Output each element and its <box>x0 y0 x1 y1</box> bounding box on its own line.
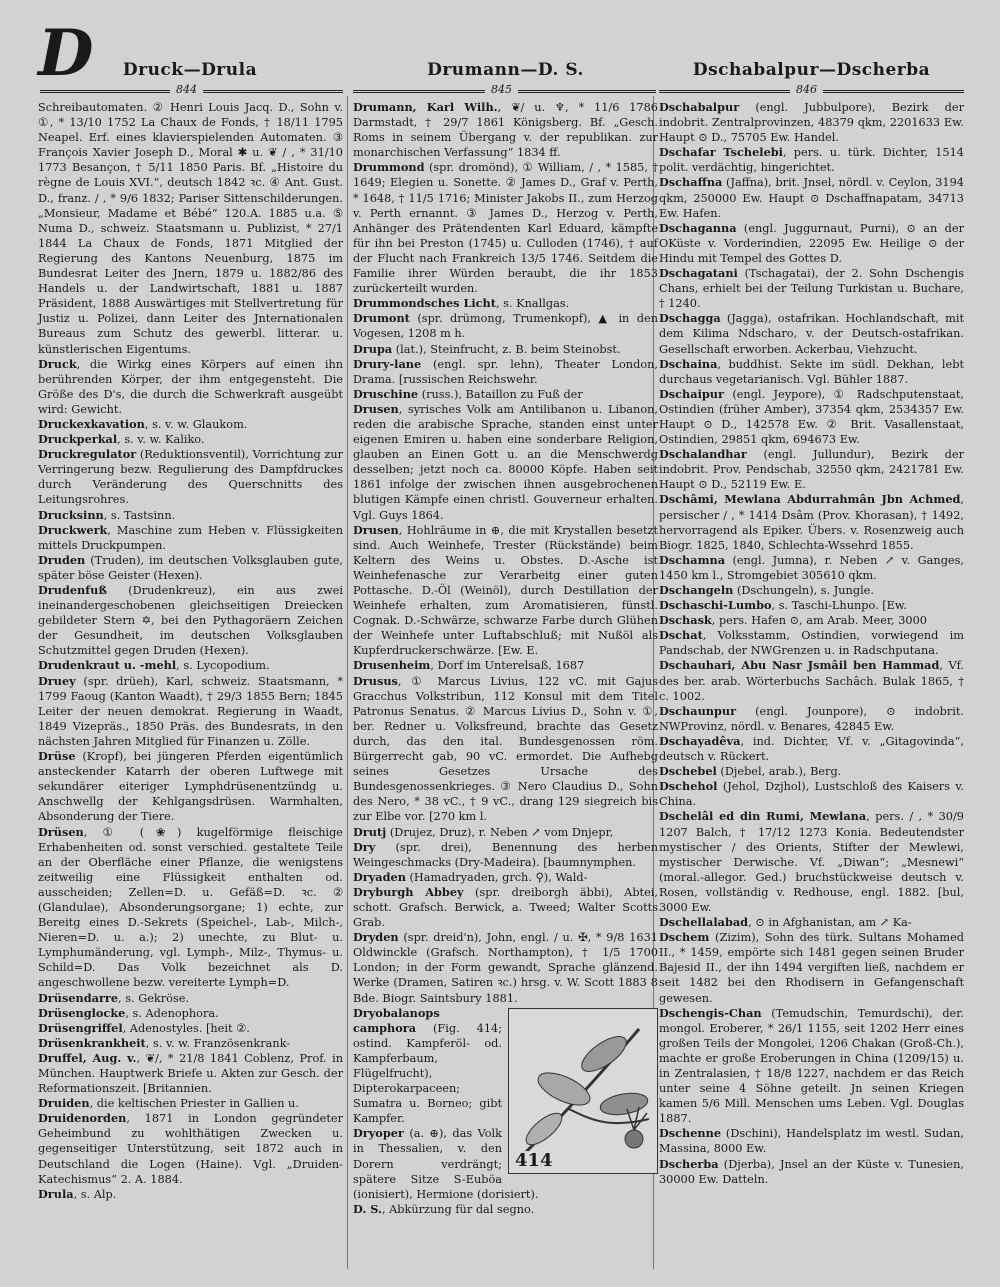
entry-headword: Dschabalpur <box>659 100 740 114</box>
entry-text: (a. ⊕), das Volk in Thessalien, v. den Dorern verdrängt; spätere Sitze S-Euböa (ionisiert), Hermione (dorisiert). <box>353 1127 539 1201</box>
entry-text: , die Wirkg eines Körpers auf einen ihn berührenden Körper, der ihm entgegensteht. Die Größe des D's, die durch die Schwerkraft ausgeübt wird: Gewicht. <box>38 357 343 416</box>
figure-414-illustration <box>508 1008 658 1174</box>
dictionary-entry <box>353 357 658 387</box>
entry-text: , pers. Hafen ⊙, am Arab. Meer, 3000 <box>711 614 927 628</box>
entry-headword: Dscherba <box>659 1156 719 1171</box>
dictionary-entry <box>38 553 343 583</box>
dictionary-entry <box>659 915 964 930</box>
entry-text: (engl. Jubbulpore), Bezirk der indobrit. Zentralprovinzen, 48379 qkm, 2201633 Ew. Haupt ⊙ D., 75705 Ew. Handel. <box>659 101 964 145</box>
entry-headword: Drury-lane <box>353 356 422 371</box>
entry-text: , s. Adenophora. <box>125 1006 219 1020</box>
entry-headword: Drudenfuß <box>38 583 107 597</box>
entry-headword: Dryaden <box>353 869 406 884</box>
entry-headword: Drusen <box>353 522 399 537</box>
entry-text: (engl. Juggurnaut, Purni), ⊙ an der OKüste v. Vorderindien, 22095 Ew. Heilige ⊙ der Hindu mit Tempel des Gottes D. <box>659 221 964 265</box>
dictionary-entry <box>38 1006 343 1021</box>
entry-text: , s. v. w. Kaliko. <box>117 433 205 447</box>
entry-headword: Druschine <box>353 386 419 401</box>
column-divider <box>347 96 348 1269</box>
running-head-center: Drumann—D. S. <box>427 60 584 80</box>
entry-text: (Jagga), ostafrikan. Hochlandschaft, mit dem Kilima Ndscharo, v. der Deutsch-ostafrikan. Gesellschaft erworben. Ackerbau, Viehzucht. <box>659 312 964 356</box>
column-left <box>38 100 343 1202</box>
dictionary-entry <box>38 583 343 658</box>
entry-headword: Dschem <box>659 930 710 945</box>
dictionary-entry <box>659 764 964 779</box>
dictionary-entry <box>353 342 658 357</box>
dictionary-entry <box>38 100 343 357</box>
dictionary-entry <box>38 447 343 507</box>
entry-headword: Drummond <box>353 160 425 175</box>
entry-headword: Dschayadêva <box>659 733 741 748</box>
entry-text: (Djerba), Jnsel an der Küste v. Tunesien, 30000 Ew. Datteln. <box>659 1157 964 1186</box>
entry-text: (spr. dreiborgh äbbi), Abtei, schott. Grafsch. Berwick, a. Tweed; Walter Scotts Grab. <box>353 885 658 930</box>
entry-text: (Zizim), Sohn des türk. Sultans Mohamed II., * 1459, empörte sich 1481 gegen seinen Bruder Bajesid II., der ihn 1494 vergiften ließ, nachdem er seit 1482 bei den Rhodisern in Gefangenschaft gewesen. <box>659 931 964 1005</box>
entry-headword: Drüsen <box>38 824 84 839</box>
entry-text: , Dorf im Unterelsaß, 1687 <box>430 659 585 673</box>
entry-headword: Druckexkavation <box>38 416 145 431</box>
entry-headword: Drüse <box>38 749 76 764</box>
entry-text: (spr. drümong, Trumenkopf), ▲ in den Vogesen, 1208 m h. <box>353 312 658 341</box>
entry-headword: Druckwerk <box>38 522 108 537</box>
entry-text: , syrisches Volk am Antilibanon u. Libanon, reden die arabische Sprache, standen einst unter eigenen Emiren u. haben eine sonderbare Religion, glauben an Einen Gott u. an die Menschwerdg desselben; jetzt noch ca. 80000 Köpfe. Haben seit 1861 infolge der zwischen ihnen ausgebrochenen blutigen Kämpfe einen christl. Gouverneur erhalten. Vgl. Guys 1864. <box>353 402 658 522</box>
dictionary-entry <box>353 870 658 885</box>
entry-headword: Dschamna <box>659 552 726 567</box>
dictionary-entry <box>659 447 964 492</box>
dictionary-entry <box>38 1036 343 1051</box>
entry-headword: Drucksinn <box>38 507 104 522</box>
entry-headword: Dschaipur <box>659 386 724 401</box>
dictionary-entry <box>38 1111 343 1186</box>
entry-headword: Drupa <box>353 341 393 356</box>
entry-text: (Dschungeln), s. Jungle. <box>733 584 874 597</box>
dictionary-entry <box>38 1051 343 1096</box>
entry-headword: Dschaina <box>659 356 718 371</box>
entry-headword: Dschelâl ed din Rumi, Mewlana <box>659 809 867 824</box>
entry-headword: Dryden <box>353 930 399 945</box>
entry-text: , s. Gekröse. <box>118 991 190 1005</box>
entry-text: , persischer / , * 1414 Dsâm (Prov. Khorasan), † 1492, hervorragend als Epiker. Übers. v. Rosenzweig auch Biogr. 1825, 1840, Schlechta-Wssehrd 1855. <box>659 493 964 552</box>
figure-number: 414 <box>515 1149 553 1171</box>
entry-text: , s. Taschi-Lhunpo. [Ew. <box>771 599 907 613</box>
entry-text: Schreibautomaten. ② Henri Louis Jacq. D., Sohn v. ①, * 13/10 1752 La Chaux de Fonds, † 18/11 1795 Neapel. Erf. eines klavierspielenden Automaten. ③ François Xavier Joseph D., Moral ✱ u. ❦ / , * 31/10 1773 Besançon, † 5/11 1850 Paris. Bf. „Histoire du règne de Louis XVI.“, deutsch 1842 ꝛc. ④ Ant. Gust. D., franz. / , * 9/6 1832; Pariser Sittenschilderungen. „Monsieur, Madame et Bébé“ 120.A. 1885 u.a. ⑤ Numa D., schweiz. Staatsmann u. Publizist, * 27/1 1844 La Chaux de Fonds, 1871 Mitglied der Regierung des Kantons Neuenburg, 1875 im Bundesrat Leiter des Jnern, 1879 u. 1882/86 des Handels u. der Landwirtschaft, 1881 u. 1887 Präsident, 1888 Auswärtiges mit Stellvertretung für Justiz u. Polizei, dann Leiter des Jnternationalen Bureaus zum Schutz des gewerbl. litterar. u. künstlerischen Eigentums. <box>38 101 343 356</box>
dictionary-entry <box>353 840 658 870</box>
page-number-844: 844 <box>170 83 203 96</box>
entry-headword: Druden <box>38 552 86 567</box>
entry-headword: Druey <box>38 673 76 688</box>
dictionary-entry <box>659 704 964 734</box>
entry-text: (Truden), im deutschen Volksglauben gute, später böse Geister (Hexen). <box>38 553 343 582</box>
dictionary-entry <box>659 598 964 613</box>
entry-headword: Drumann, Karl Wilh. <box>353 100 498 114</box>
entry-headword: Dry <box>353 839 376 854</box>
entry-headword: Drusus <box>353 673 398 688</box>
entry-text: , die keltischen Priester in Gallien u. <box>89 1097 299 1111</box>
entry-text: , s. Knallgas. <box>496 297 570 311</box>
running-head-right: Dschabalpur—Dscherba <box>692 60 931 80</box>
entry-text: (Dschini), Handelsplatz im westl. Sudan, Massina, 8000 Ew. <box>659 1127 964 1156</box>
dictionary-entry <box>659 145 964 175</box>
entry-text: (Drudenkreuz), ein aus zwei ineinandergeschobenen gleichseitigen Dreiecken gebildeter Stern ✡, bei den Pythagoräern Zeichen der Gesundheit, im deutschen Volksglauben Schutzmittel gegen Druden (Hexen). <box>38 584 343 658</box>
entry-text: , ⊙ in Afghanistan, am ↗ Ka- <box>748 916 912 930</box>
entry-headword: Drummondsches Licht <box>353 296 496 311</box>
dictionary-entry <box>353 100 658 160</box>
entry-headword: Dschâmi, Mewlana Abdurrahmân Jbn Achmed <box>659 492 961 507</box>
entry-text: (Fig. 414; ostind. Kampferöl- od. Kampferbaum, Flügelfrucht), Dipterokarpaceen; Sumatra u. Borneo; gibt Kampfer. <box>353 1021 502 1126</box>
entry-text: (Hamadryaden, grch. ⚲), Wald- <box>405 870 588 884</box>
entry-text: , pers. / , * 30/9 1207 Balch, † 17/12 1273 Konia. Bedeutendster mystischer / des Orients, Stifter der Mewlewi, mystischer Derwische. Vf. „Diwan“; „Mesnewi“ (moral.-allegor. Ged.) bruchstückweise deutsch v. Rosen, vollständig v. Redhouse, engl. 1882. [bul, 3000 Ew. <box>659 810 964 914</box>
dictionary-entry <box>38 674 343 749</box>
dictionary-entry <box>353 885 658 930</box>
entry-text: , Abkürzung für dal segno. <box>381 1202 535 1216</box>
entry-text: , ① (❀) kugelförmige fleischige Erhabenheiten od. sonst verschied. gestaltete Teile an der Oberfläche einer Pflanze, die wenigstens zeitweilig eine Flüssigkeit enthalten od. ausscheiden; Zellen=D. u. Gefäß=D. ꝛc. ② (Glandulae), Absonderungsorgane; 1) echte, zur Bereitg eines D.-Sekrets (Speichel-, Lab-, Milch-, Nieren=D. u. a.); 2) unechte, zu Blut- u. Lymphumänderung, vgl. Lymph-, Milz-, Thymus- u. Schild=D. Das Volk bezeichnet als D. angeschwollene bezw. vereiterte Lymph=D. <box>38 825 343 990</box>
entry-headword: Dschalandhar <box>659 447 747 462</box>
entry-headword: Drüsengriffel <box>38 1020 123 1035</box>
entry-text: (russ.), Bataillon zu Fuß der <box>418 387 583 401</box>
dictionary-entry <box>353 674 658 825</box>
entry-headword: Dschagatani <box>659 266 738 281</box>
entry-text: (engl. spr. lehn), Theater London, Drama. [russischen Reichswehr. <box>353 357 658 386</box>
dictionary-entry <box>659 1126 964 1156</box>
dictionary-entry <box>353 387 658 402</box>
entry-headword: Drusenheim <box>353 658 431 673</box>
entry-text: (engl. Jumna), r. Neben ↗ v. Ganges, 1450 km l., Stromgebiet 305610 qkm. <box>659 553 964 582</box>
entry-text: , s. Lycopodium. <box>176 659 270 673</box>
entry-headword: Drüsenglocke <box>38 1005 126 1020</box>
entry-text: (Drujez, Druz), r. Neben ↗ vom Dnjepr, <box>386 825 614 839</box>
entry-headword: Dschenne <box>659 1126 722 1141</box>
dictionary-entry <box>659 221 964 266</box>
dictionary-entry <box>353 296 658 311</box>
dictionary-entry <box>38 825 343 991</box>
dictionary-entry <box>353 1202 658 1217</box>
entry-headword: Drutj <box>353 824 387 839</box>
dictionary-entry <box>353 523 658 659</box>
entry-headword: Dschagga <box>659 311 721 326</box>
entry-headword: Dschehol <box>659 779 718 794</box>
dictionary-entry <box>38 1187 343 1202</box>
dictionary-entry <box>38 508 343 523</box>
dictionary-entry <box>659 779 964 809</box>
entry-text: , s. v. w. Glaukom. <box>144 417 248 431</box>
entry-text: (spr. drüeh), Karl, schweiz. Staatsmann, * 1799 Faoug (Kanton Waadt), † 29/3 1855 Bern; 1845 Leiter der neuen demokrat. Regierung in Waadt, 1849 Vizepräs., 1850 Präs. des Bundesrats, in den nächsten Jahren Mitglied für Finanzen u. Zölle. <box>38 674 343 748</box>
dictionary-entry <box>353 402 658 523</box>
dictionary-entry <box>659 930 964 1005</box>
dictionary-entry <box>38 1096 343 1111</box>
entry-headword: Druckregulator <box>38 447 137 462</box>
entry-text: (engl. Jounpore), ⊙ indobrit. NWProvinz, nördl. v. Benares, 42845 Ew. <box>659 704 964 733</box>
column-right <box>659 100 964 1187</box>
dictionary-entry <box>659 553 964 583</box>
entry-headword: Druckperkal <box>38 432 118 447</box>
entry-text: , s. v. w. Französenkrank- <box>145 1036 291 1050</box>
entry-text: , Vf. des ber. arab. Wörterbuchs Sachâch. Bulak 1865, † c. 1002. <box>659 659 964 703</box>
entry-headword: Drusen <box>353 401 399 416</box>
entry-headword: Druck <box>38 356 77 371</box>
entry-text: , ❦/ u. ♆, * 11/6 1786 Darmstadt, † 29/7 1861 Königsberg. Bf. „Gesch. Roms in seinem Übergang v. der republikan. zur monarchischen Verfassung“ 1834 ff. <box>353 101 658 160</box>
entry-headword: Dryobalanops camphora <box>353 1005 440 1035</box>
dictionary-entry <box>659 1006 964 1127</box>
entry-text: (Jehol, Dzjhol), Lustschloß des Kaisers v. China. <box>659 780 964 809</box>
entry-headword: Drula <box>38 1186 74 1201</box>
entry-headword: Dschellalabad <box>659 915 749 930</box>
dictionary-entry <box>38 658 343 673</box>
entry-text: (lat.), Steinfrucht, z. B. beim Steinobst. <box>392 342 621 356</box>
dictionary-entry <box>38 432 343 447</box>
entry-text: , pers. u. türk. Dichter, 1514 polit. verdächtig, hingerichtet. <box>659 146 964 175</box>
dictionary-entry <box>38 417 343 432</box>
entry-headword: Druidenorden <box>38 1111 127 1126</box>
entry-text: (Djebel, arab.), Berg. <box>716 765 842 779</box>
running-head-left: Druck—Drula <box>122 60 258 80</box>
entry-text: (spr. dromönd), ① William, / , * 1585, † 1649; Elegien u. Sonette. ② James D., Graf v. Perth, * 1648, † 11/5 1716; Minister Jakobs II., zum Herzog v. Perth ernannt. ③ James D., Herzog v. Perth, Anhänger des Prätendenten Karl Eduard, kämpfte für ihn bei Preston (1745) u. Culloden (1746), † auf der Flucht nach Frankreich 13/5 1746. Seitdem die Familie ihrer Würden beraubt, die ihr 1853 zurückerteilt wurden. <box>353 161 658 296</box>
entry-text: , Volksstamm, Ostindien, vorwiegend im Pandschab, der NWGrenzen u. in Radschputana. <box>659 629 964 658</box>
dictionary-entry <box>659 613 964 628</box>
entry-headword: Dryburgh Abbey <box>353 884 464 899</box>
dictionary-entry <box>659 583 964 598</box>
entry-headword: Drumont <box>353 311 410 326</box>
entry-text: , s. Tastsinn. <box>103 508 176 522</box>
dictionary-entry <box>659 628 964 658</box>
dictionary-entry <box>659 266 964 311</box>
dictionary-entry <box>659 492 964 552</box>
entry-headword: Dschangeln <box>659 583 734 597</box>
entry-headword: D. S. <box>353 1201 382 1216</box>
dictionary-entry <box>659 387 964 447</box>
dictionary-entry <box>38 991 343 1006</box>
entry-text: (engl. Jeypore), ① Radschputenstaat, Ostindien (früher Amber), 37354 qkm, 2534357 Ew. Haupt ⊙ D., 142578 Ew. ② Brit. Vasallenstaat, Ostindien, 29851 qkm, 694673 Ew. <box>659 387 964 447</box>
entry-text: , ❦/, * 21/8 1841 Coblenz, Prof. in München. Hauptwerk Briefe u. Akten zur Gesch. der Reformationszeit. [Britannien. <box>38 1051 343 1096</box>
entry-headword: Drüsendarre <box>38 990 119 1005</box>
page-number-845: 845 <box>485 83 518 96</box>
entry-headword: Dschaschi-Lumbo <box>659 598 772 613</box>
dictionary-entry <box>353 930 658 1005</box>
entry-headword: Druiden <box>38 1096 90 1111</box>
entry-headword: Dschauhari, Abu Nasr Jsmâil ben Hammad <box>659 658 940 673</box>
entry-text: (Reduktionsventil), Vorrichtung zur Verringerung bezw. Regulierung des Dampfdruckes durch Veränderung des Querschnitts des Leitungsrohres. <box>38 448 343 507</box>
dictionary-entry <box>659 734 964 764</box>
dictionary-entry <box>38 1021 343 1036</box>
dryobalanops-branch-icon <box>509 1009 657 1173</box>
entry-headword: Dschat <box>659 628 703 643</box>
dictionary-entry <box>659 1157 964 1187</box>
entry-text: , Hohlräume in ⊕, die mit Krystallen besetzt sind. Auch Weinhefe, Trester (Rückstände) beim Keltern des Weins u. Obstes. D.-Asche ist Weinhefenasche zur Verarbeitg einer guten Pottasche. D.-Öl (Weinöl), durch Destillation der Weinhefe erhalten, zum Aromatisieren, fünstl. Cognak. D.-Schwärze, schwarze Farbe durch Glühen der Weinhefe unter Luftabschluß; mit Nußöl als Kupferdruckerschwärze. [Ew. E. <box>353 523 658 658</box>
initial-letter: D <box>38 16 94 91</box>
entry-text: , Maschine zum Heben v. Flüssigkeiten mittels Druckpumpen. <box>38 523 343 552</box>
dictionary-entry <box>353 160 658 296</box>
entry-text: (spr. drei), Benennung des herben Weingeschmacks (Dry-Madeira). [baumnymphen. <box>353 840 658 869</box>
entry-headword: Druffel, Aug. v. <box>38 1050 137 1065</box>
entry-text: (engl. Jullundur), Bezirk der indobrit. Prov. Pendschab, 32550 qkm, 2421781 Ew. Haupt ⊙ D., 52119 Ew. E. <box>659 448 964 492</box>
entry-headword: Dschebel <box>659 764 717 779</box>
entry-headword: Dschask <box>659 613 712 628</box>
entry-headword: Dschaffna <box>659 175 723 190</box>
dictionary-entry <box>353 311 658 341</box>
entry-text: , 1871 in London gegründeter Geheimbund zu wohlthätigen Zwecken u. gegenseitiger Unterstützung, seit 1872 auch in Deutschland die Logen (Haine). Vgl. „Druiden-Katechismus“ 2. A. 1884. <box>38 1112 343 1186</box>
dictionary-entry <box>38 523 343 553</box>
entry-headword: Dschengis-Chan <box>659 1005 762 1020</box>
entry-text: , Adenostyles. [heit ②. <box>122 1021 250 1035</box>
dictionary-entry <box>38 749 343 824</box>
entry-text: (Tschagatai), der 2. Sohn Dschengis Chans, erhielt bei der Teilung Turkistan u. Buchare, † 1240. <box>659 267 964 311</box>
entry-headword: Drüsenkrankheit <box>38 1035 146 1050</box>
page-number-846: 846 <box>790 83 823 96</box>
dictionary-entry <box>659 809 964 915</box>
entry-headword: Drudenkraut u. -mehl <box>38 658 177 673</box>
dictionary-entry <box>353 658 658 673</box>
entry-headword: Dschaganna <box>659 220 737 235</box>
entry-headword: Dschafar Tschelebi <box>659 145 783 160</box>
entry-text: (spr. dreid'n), John, engl. / u. ✠, * 9/8 1631 Oldwinckle (Grafsch. Northampton), † 1/5 1700 London; in der Form gewandt, Sprache glänzend. Werke (Dramen, Satiren ꝛc.) hrsg. v. W. Scott 1883 8 Bde. Biogr. Saintsbury 1881. <box>353 931 658 1005</box>
entry-headword: Dryoper <box>353 1126 404 1141</box>
column-center <box>353 100 658 1217</box>
dictionary-entry <box>659 311 964 356</box>
dictionary-entry <box>659 658 964 703</box>
entry-text: (Kropf), bei jüngeren Pferden eigentümlich ansteckender Katarrh der oberen Luftwege mit sekundärer eiteriger Lymphdrüsenentzündg u. Anschwellg der Kehlgangsdrüsen. Warmhalten, Absonderung der Tiere. <box>38 750 343 824</box>
dictionary-entry <box>659 175 964 220</box>
entry-text: (Jaffna), brit. Jnsel, nördl. v. Ceylon, 3194 qkm, 250000 Ew. Haupt ⊙ Dschaffnapatam, 34713 Ew. Hafen. <box>659 176 964 220</box>
entry-text: , ind. Dichter, Vf. v. „Gitagovinda“, deutsch v. Rückert. <box>659 734 964 764</box>
entry-text: , buddhist. Sekte im südl. Dekhan, lebt durchaus vegetarianisch. Vgl. Bühler 1887. <box>659 357 964 386</box>
dictionary-entry <box>353 825 658 840</box>
entry-text: (Temudschin, Temurdschi), der. mongol. Eroberer, * 26/1 1155, seit 1202 Herr eines großen Teils der Mongolei, 1206 Chakan (Groß-Ch.), machte er große Eroberungen in China (1209/15) u. in Zentralasien, † 18/8 1227, nachdem er das Reich unter seine 4 Söhne geteilt. Jn seinen Kriegen kamen 5/6 Mill. Menschen ums Leben. Vgl. Douglas 1887. <box>659 1006 964 1126</box>
entry-text: , s. Alp. <box>73 1187 117 1201</box>
dictionary-entry <box>38 357 343 417</box>
dictionary-entry <box>659 357 964 387</box>
dictionary-entry <box>659 100 964 145</box>
entry-text: , ① Marcus Livius, 122 vC. mit Gajus Gracchus Volkstribun, 112 Konsul mit dem Titel Patronus Senatus. ② Marcus Livius D., Sohn v. ①, ber. Redner u. Volksfreund, brachte das Gesetz durch, das den ital. Bundesgenossen röm. Bürgerrecht gab, 90 vC. ermordet. Die Aufhebg seines Gesetzes Ursache des Bundesgenossenkrieges. ③ Nero Claudius D., Sohn des Nero, * 38 vC., † 9 vC., drang 129 siegreich bis zur Elbe vor. [270 km l. <box>353 674 658 824</box>
entry-headword: Dschaunpur <box>659 703 737 718</box>
